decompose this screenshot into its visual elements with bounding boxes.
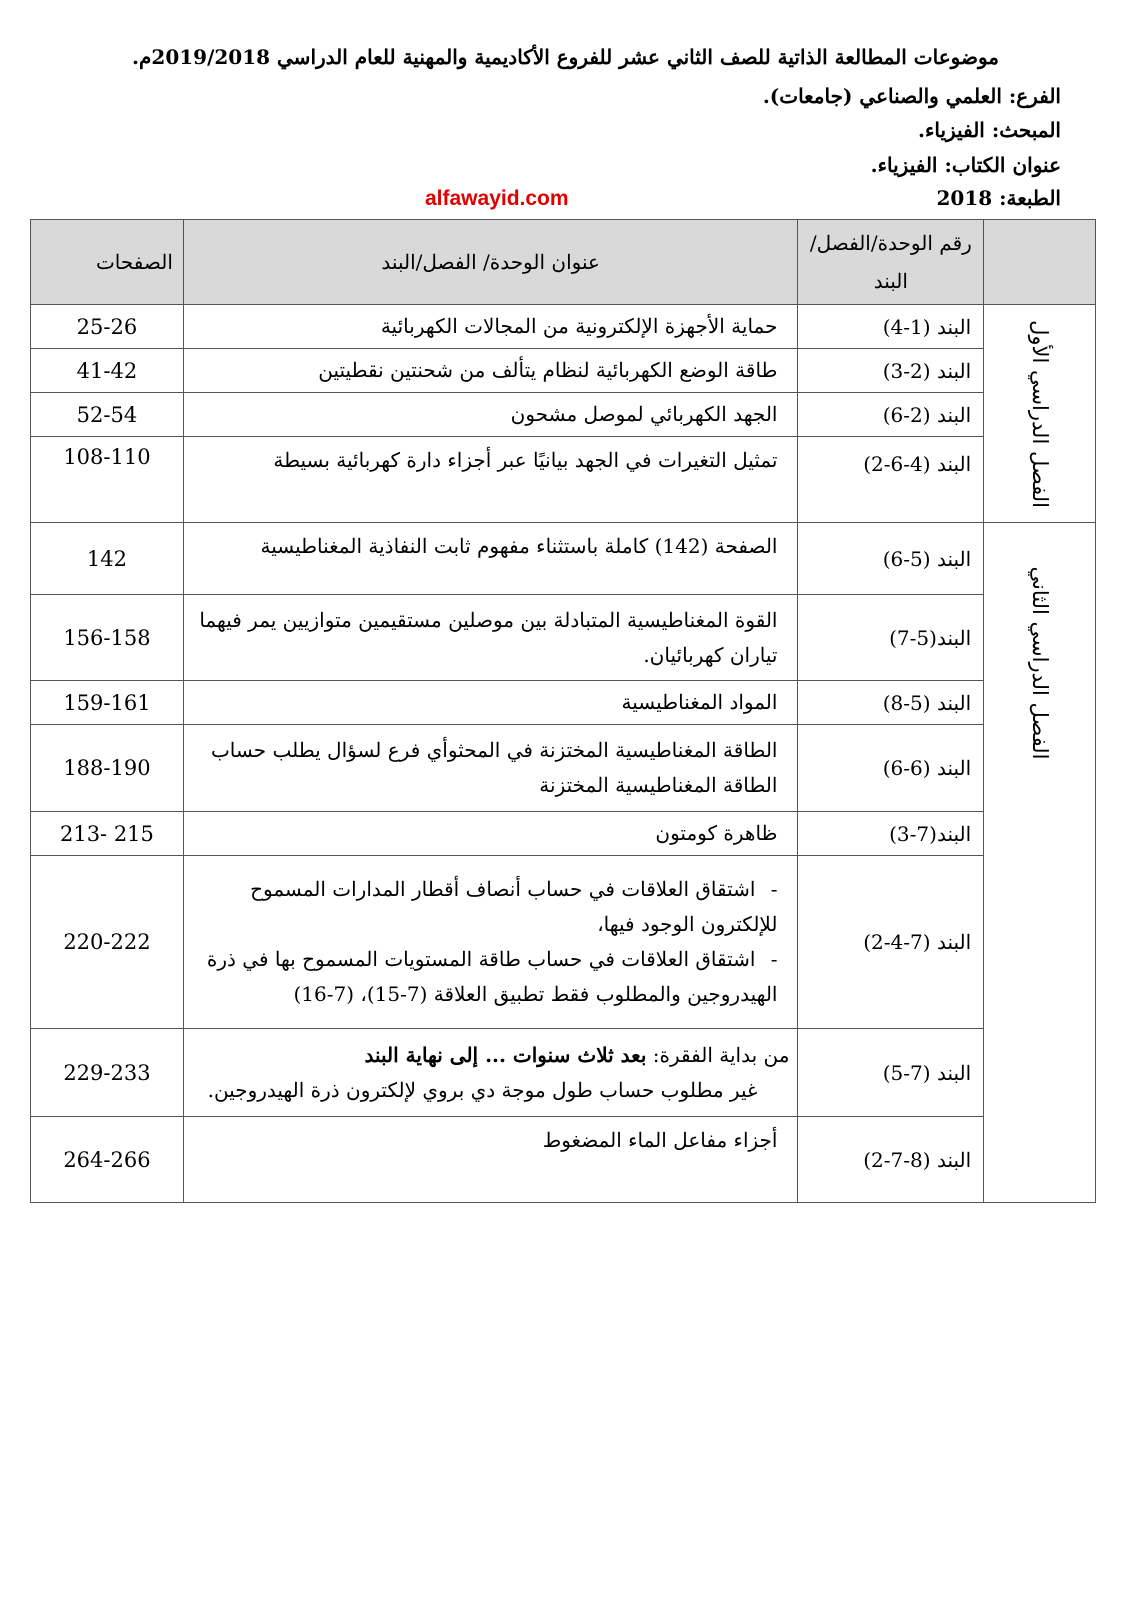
table-row: [31, 681, 1096, 725]
section-number: البند (5-8): [798, 681, 984, 725]
section-number: البند (7-4-2): [798, 856, 984, 1029]
semester-header-cell: [984, 220, 1096, 305]
document-title: موضوعات المطالعة الذاتية للصف الثاني عشر للفروع الأكاديمية والمهنية للعام الدراسي 2019/2018م.: [132, 45, 999, 69]
title-bold-segment: بعد ثلاث سنوات ... إلى نهاية البند: [364, 1042, 647, 1067]
semester-label: الفصل الدراسي الثاني: [1027, 566, 1052, 760]
bullet-dash: -: [770, 947, 778, 971]
section-number: البند (2-6): [798, 393, 984, 437]
section-pages: 213- 215: [31, 812, 184, 856]
table-row: [31, 812, 1096, 856]
section-pages: 229-233: [31, 1029, 184, 1117]
section-number: البند (4-6-2): [798, 437, 984, 523]
section-pages: 25-26: [31, 305, 184, 349]
section-number: البند(5-7): [798, 595, 984, 681]
bullet-item: [192, 872, 778, 942]
semester-cell: [984, 305, 1096, 523]
title-prefix: من بداية الفقرة:: [652, 1042, 790, 1067]
bullet-item: [192, 942, 778, 1012]
table-row: [31, 595, 1096, 681]
section-title: [183, 1029, 798, 1117]
book-title-line: عنوان الكتاب: الفيزياء.: [870, 153, 1061, 177]
bullet-dash: -: [770, 877, 778, 901]
semester-cell: [984, 523, 1096, 1203]
number-header: رقم الوحدة/الفصل/البند: [798, 220, 984, 305]
document-header: [0, 0, 1131, 228]
subject-line: المبحث: الفيزياء.: [917, 118, 1061, 142]
table-row: [31, 393, 1096, 437]
section-title: الجهد الكهربائي لموصل مشحون: [183, 393, 798, 437]
section-pages: 142: [31, 523, 184, 595]
section-title: حماية الأجهزة الإلكترونية من المجالات الكهربائية: [183, 305, 798, 349]
title-line-1: [192, 1038, 790, 1073]
section-pages: 52-54: [31, 393, 184, 437]
title-line-2: غير مطلوب حساب طول موجة دي بروي لإلكترون ذرة الهيدروجين.: [207, 1077, 758, 1102]
section-number: البند (5-6): [798, 523, 984, 595]
section-pages: 108-110: [31, 437, 184, 523]
table-row: [31, 437, 1096, 523]
branch-line: الفرع: العلمي والصناعي (جامعات).: [762, 84, 1061, 108]
title-header: عنوان الوحدة/ الفصل/البند: [183, 220, 798, 305]
section-pages: 159-161: [31, 681, 184, 725]
section-number: البند (7-5): [798, 1029, 984, 1117]
section-pages: 188-190: [31, 725, 184, 812]
section-title: المواد المغناطيسية: [183, 681, 798, 725]
section-title: أجزاء مفاعل الماء المضغوط: [183, 1117, 798, 1203]
section-title: [183, 856, 798, 1029]
table-row: [31, 305, 1096, 349]
website-watermark: alfawayid.com: [425, 187, 569, 210]
section-title: الطاقة المغناطيسية المختزنة في المحثوأي فرع لسؤال يطلب حساب الطاقة المغناطيسية المختزنة: [183, 725, 798, 812]
edition-line: [937, 186, 1062, 210]
section-pages: 156-158: [31, 595, 184, 681]
bullet-text: اشتقاق العلاقات في حساب طاقة المستويات المسموح بها في ذرة الهيدروجين والمطلوب فقط تطبيق العلاقة (7-15)، (7-16): [206, 947, 778, 1006]
section-number: البند (6-6): [798, 725, 984, 812]
edition-label: الطبعة:: [999, 186, 1061, 210]
section-pages: 220-222: [31, 856, 184, 1029]
section-pages: 264-266: [31, 1117, 184, 1203]
table-row: [31, 523, 1096, 595]
study-topics-table: [30, 219, 1096, 1203]
bullet-text: اشتقاق العلاقات في حساب أنصاف أقطار المدارات المسموح للإلكترون الوجود فيها،: [250, 877, 778, 936]
section-pages: 41-42: [31, 349, 184, 393]
section-title: طاقة الوضع الكهربائية لنظام يتألف من شحنتين نقطيتين: [183, 349, 798, 393]
section-title: تمثيل التغيرات في الجهد بيانيًا عبر أجزاء دارة كهربائية بسيطة: [183, 437, 798, 523]
edition-year: 2018: [936, 186, 993, 210]
section-title: ظاهرة كومتون: [183, 812, 798, 856]
section-number: البند (1-4): [798, 305, 984, 349]
section-number: البند(7-3): [798, 812, 984, 856]
semester-label: الفصل الدراسي الأول: [1027, 319, 1052, 508]
table-row: [31, 856, 1096, 1029]
table-row: [31, 349, 1096, 393]
section-title: القوة المغناطيسية المتبادلة بين موصلين مستقيمين متوازيين يمر فيهما تياران كهربائيان.: [183, 595, 798, 681]
table-row: [31, 725, 1096, 812]
section-number: البند (8-7-2): [798, 1117, 984, 1203]
table-row: [31, 1029, 1096, 1117]
pages-header: الصفحات: [31, 220, 184, 305]
section-number: البند (2-3): [798, 349, 984, 393]
table-header-row: [31, 220, 1096, 305]
section-title: الصفحة (142) كاملة باستثناء مفهوم ثابت النفاذية المغناطيسية: [183, 523, 798, 595]
table-row: [31, 1117, 1096, 1203]
